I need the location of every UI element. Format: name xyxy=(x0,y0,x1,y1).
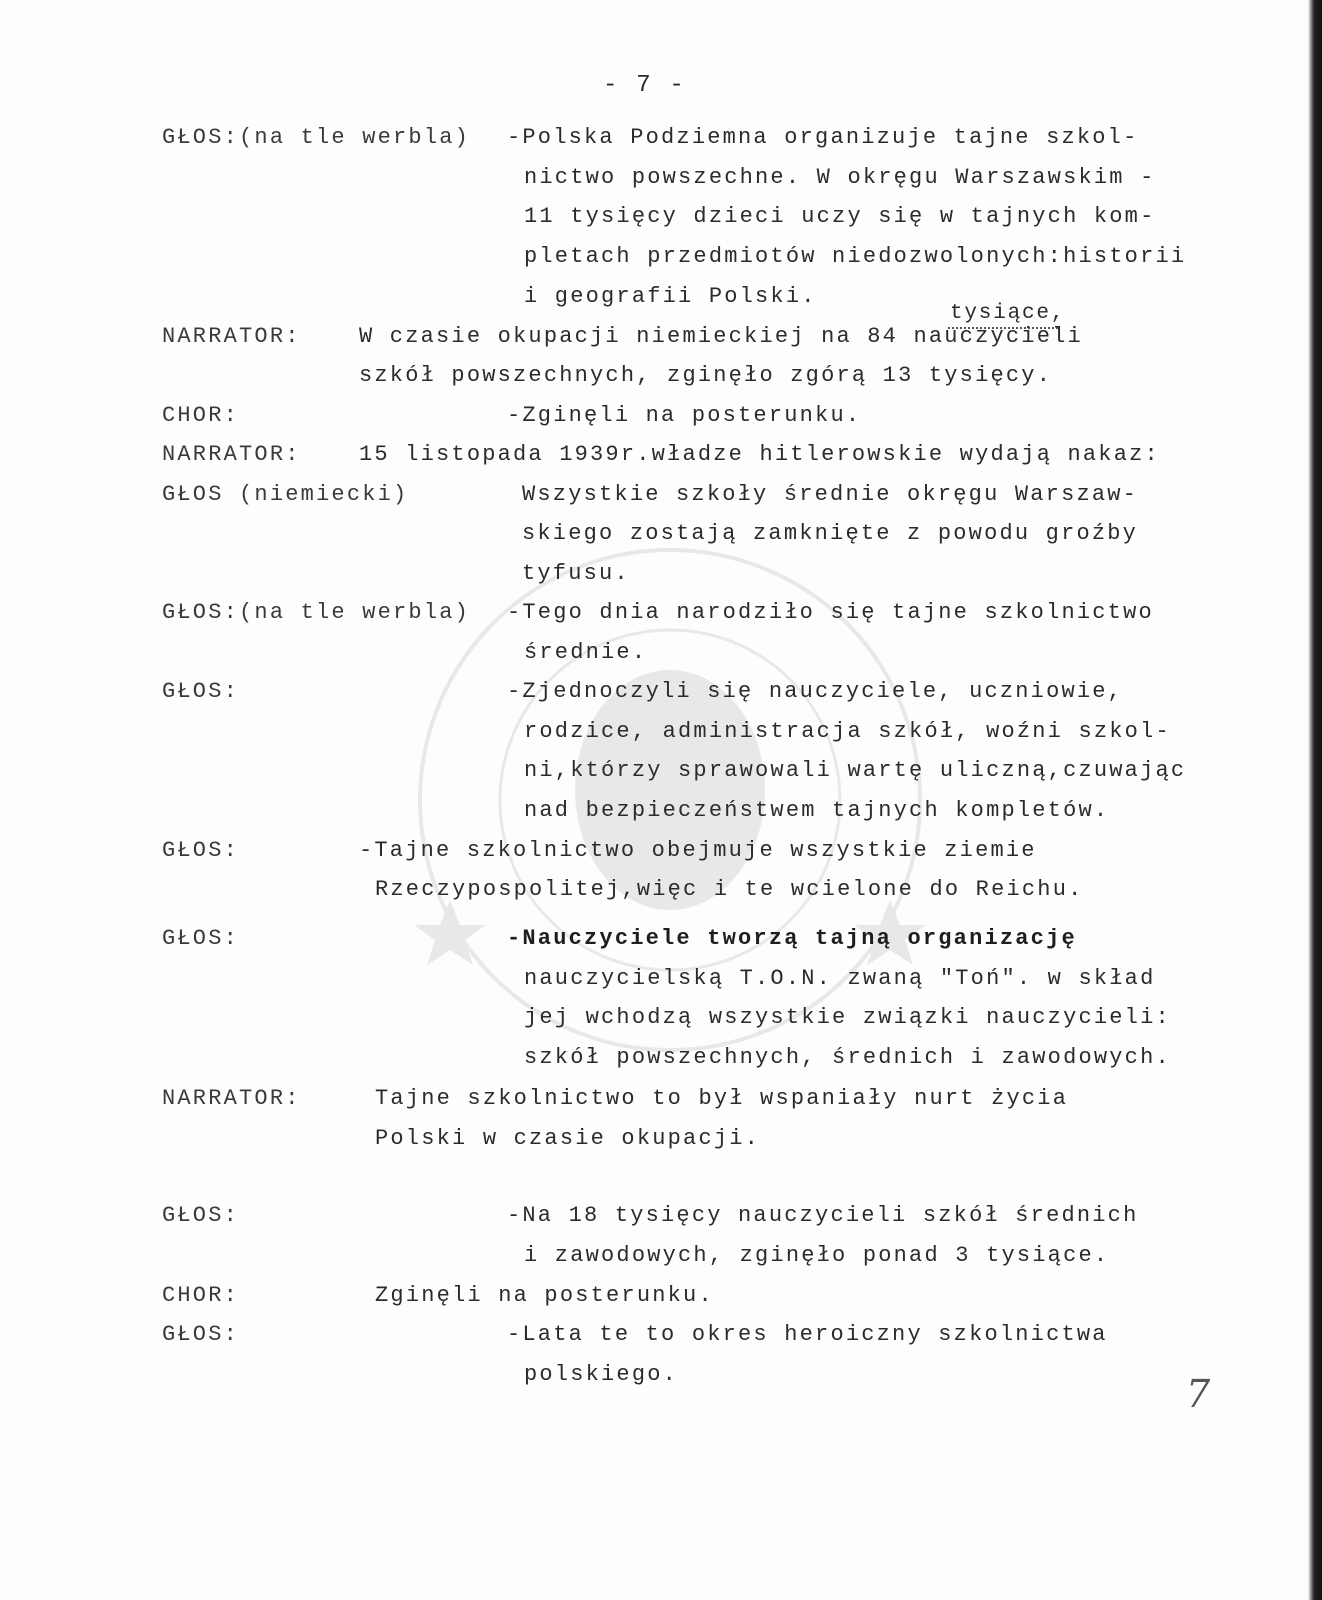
script-line: 15 listopada 1939r.władze hitlerowskie wydają nakaz: xyxy=(359,442,1160,467)
speaker-label: NARRATOR: xyxy=(162,1086,301,1111)
handwritten-insert: tysiące, xyxy=(950,302,1066,325)
script-line: Rzeczypospolitej,więc i te wcielone do Reichu. xyxy=(375,877,1084,902)
handwritten-page-number: 7 xyxy=(1186,1372,1211,1416)
page-number: - 7 - xyxy=(603,72,687,99)
script-line: tyfusu. xyxy=(522,561,630,586)
script-line: W czasie okupacji niemieckiej na 84 nauczycieli xyxy=(359,324,1083,349)
script-line: -Polska Podziemna organizuje tajne szkol- xyxy=(507,125,1139,150)
scan-edge-shadow xyxy=(1308,0,1322,1600)
script-line: Wszystkie szkoły średnie okręgu Warszaw- xyxy=(522,482,1139,507)
speaker-label: GŁOS: xyxy=(162,1322,240,1347)
script-line: polskiego. xyxy=(524,1362,679,1387)
script-line: nad bezpieczeństwem tajnych kompletów. xyxy=(524,798,1110,823)
script-line: -Tajne szkolnictwo obejmuje wszystkie ziemie xyxy=(359,838,1037,863)
script-line: skiego zostają zamknięte z powodu groźby xyxy=(522,521,1139,546)
script-line: jej wchodzą wszystkie związki nauczycieli: xyxy=(524,1005,1171,1030)
speaker-label: NARRATOR: xyxy=(162,442,301,467)
script-line: i geografii Polski. xyxy=(524,284,817,309)
script-line: -Tego dnia narodziło się tajne szkolnictwo xyxy=(507,600,1154,625)
speaker-label: NARRATOR: xyxy=(162,324,301,349)
speaker-label: GŁOS: xyxy=(162,1203,240,1228)
script-line: 11 tysięcy dzieci uczy się w tajnych kom- xyxy=(524,204,1156,229)
script-line: szkół powszechnych, zginęło zgórą 13 tysięcy. xyxy=(359,363,1053,388)
script-line: średnie. xyxy=(524,640,648,665)
script-line: pletach przedmiotów niedozwolonych:historii xyxy=(524,244,1187,269)
speaker-label: GŁOS:(na tle werbla) xyxy=(162,125,471,150)
script-line: nauczycielską T.O.N. zwaną "Toń". w skład xyxy=(524,966,1156,991)
script-line: Polski w czasie okupacji. xyxy=(375,1126,761,1151)
speaker-label: CHOR: xyxy=(162,403,240,428)
script-line: i zawodowych, zginęło ponad 3 tysiące. xyxy=(524,1243,1110,1268)
script-line: Zginęli na posterunku. xyxy=(375,1283,714,1308)
script-line: szkół powszechnych, średnich i zawodowych. xyxy=(524,1045,1171,1070)
script-line: Tajne szkolnictwo to był wspaniały nurt życia xyxy=(375,1086,1069,1111)
speaker-label: GŁOS: xyxy=(162,926,240,951)
script-line: -Nauczyciele tworzą tajną organizację xyxy=(507,926,1077,951)
speaker-label: GŁOS:(na tle werbla) xyxy=(162,600,471,625)
script-line: -Lata te to okres heroiczny szkolnictwa xyxy=(507,1322,1108,1347)
script-line: -Na 18 tysięcy nauczycieli szkół średnich xyxy=(507,1203,1139,1228)
script-line: -Zjednoczyli się nauczyciele, uczniowie, xyxy=(507,679,1124,704)
speaker-label: CHOR: xyxy=(162,1283,240,1308)
script-line: rodzice, administracja szkół, woźni szkol- xyxy=(524,719,1171,744)
speaker-label: GŁOS: xyxy=(162,679,240,704)
script-line: ni,którzy sprawowali wartę uliczną,czuwając xyxy=(524,758,1187,783)
speaker-label: GŁOS (niemiecki) xyxy=(162,482,409,507)
script-line: nictwo powszechne. W okręgu Warszawskim - xyxy=(524,165,1156,190)
speaker-label: GŁOS: xyxy=(162,838,240,863)
script-line: -Zginęli na posterunku. xyxy=(507,403,862,428)
